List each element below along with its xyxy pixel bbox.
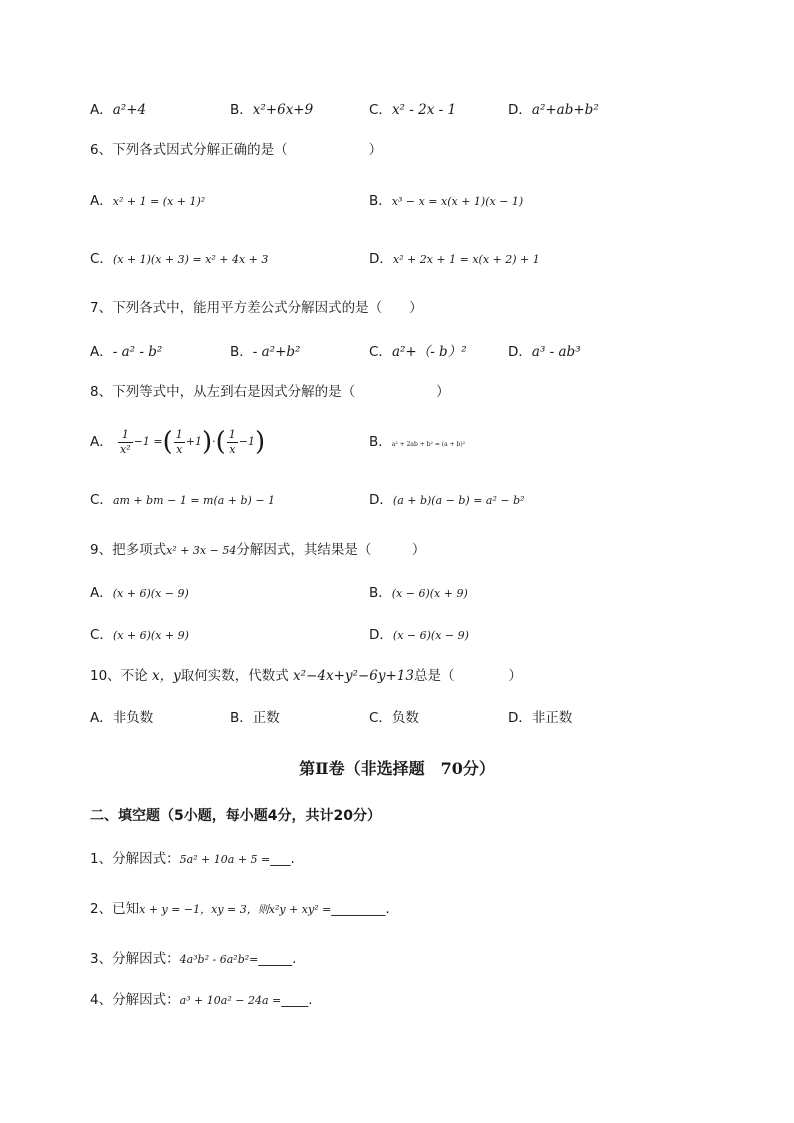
q6-option-d: D．x² + 2x + 1 = x(x + 2) + 1 bbox=[369, 251, 540, 267]
q8-stem: 8、下列等式中，从左到右是因式分解的是（ ） bbox=[90, 384, 450, 400]
section2-heading: 二、填空题（5小题，每小题4分，共计20分） bbox=[90, 808, 381, 824]
fill-question-4: 4、分解因式：a³ + 10a² − 24a =____. bbox=[90, 992, 313, 1008]
q6-option-c: C．(x + 1)(x + 3) = x² + 4x + 3 bbox=[90, 251, 269, 267]
q9-stem: 9、把多项式x² + 3x − 54分解因式，其结果是（ ） bbox=[90, 542, 426, 558]
q9-option-b: B．(x − 6)(x + 9) bbox=[369, 585, 468, 601]
fill-question-2: 2、已知x + y = −1，xy = 3，则x²y + xy² =________. bbox=[90, 901, 390, 917]
answer-blank: ____ bbox=[281, 992, 309, 1008]
q8-option-a: A． $\frac{1}{\text{x²}}$ −1 =( $\frac{1}{x}$ +1)·( $\frac{1}{x}$ −1) bbox=[90, 427, 266, 457]
q7-stem: 7、下列各式中，能用平方差公式分解因式的是（ ） bbox=[90, 300, 423, 316]
q9-option-c: C．(x + 6)(x + 9) bbox=[90, 627, 189, 643]
part2-title: 第Ⅱ卷（非选择题 70分） bbox=[299, 759, 495, 778]
q7-option-b: B．- a²+b² bbox=[230, 344, 301, 360]
q7-option-a: A．- a² - b² bbox=[90, 344, 163, 360]
q7-option-d: D．a³ - ab³ bbox=[508, 344, 581, 360]
q5-option-d: D．a²+ab+b² bbox=[508, 102, 599, 118]
q6-option-b: B．x³ − x = x(x + 1)(x − 1) bbox=[369, 193, 524, 209]
fill-question-1: 1、分解因式：5a² + 10a + 5 =___. bbox=[90, 851, 295, 867]
q6-stem: 6、下列各式因式分解正确的是（ ） bbox=[90, 142, 383, 158]
q8-option-d: D．(a + b)(a − b) = a² − b² bbox=[369, 492, 525, 508]
q10-stem: 10、不论 x，y取何实数，代数式 x²−4x+y²−6y+13总是（ ） bbox=[90, 668, 522, 684]
q5-option-a: A．a²+4 bbox=[90, 102, 147, 118]
q9-option-d: D．(x − 6)(x − 9) bbox=[369, 627, 469, 643]
q8-option-c: C．am + bm − 1 = m(a + b) − 1 bbox=[90, 492, 276, 508]
q5-option-c: C．x² - 2x - 1 bbox=[369, 102, 457, 118]
q10-option-a: A．非负数 bbox=[90, 710, 154, 726]
q10-option-d: D．非正数 bbox=[508, 710, 573, 726]
q9-option-a: A．(x + 6)(x − 9) bbox=[90, 585, 189, 601]
fraction: $\frac{1}{x}$ bbox=[228, 427, 236, 456]
answer-blank: ________ bbox=[331, 901, 386, 917]
q10-option-b: B．正数 bbox=[230, 710, 280, 726]
fill-question-3: 3、分解因式：4a³b² - 6a²b²=_____. bbox=[90, 951, 297, 967]
q5-option-b: B．x²+6x+9 bbox=[230, 102, 314, 118]
fraction: $\frac{1}{\text{x²}}$ bbox=[120, 427, 131, 456]
answer-blank: ___ bbox=[270, 851, 291, 867]
q7-option-c: C．a²+（- b）² bbox=[369, 344, 467, 360]
q8-option-b: B．a² + 2ab + b² = (a + b)² bbox=[369, 434, 466, 450]
q6-option-a: A．x² + 1 = (x + 1)² bbox=[90, 193, 206, 209]
q10-option-c: C．负数 bbox=[369, 710, 419, 726]
answer-blank: _____ bbox=[258, 951, 293, 967]
fraction: $\frac{1}{x}$ bbox=[175, 427, 183, 456]
